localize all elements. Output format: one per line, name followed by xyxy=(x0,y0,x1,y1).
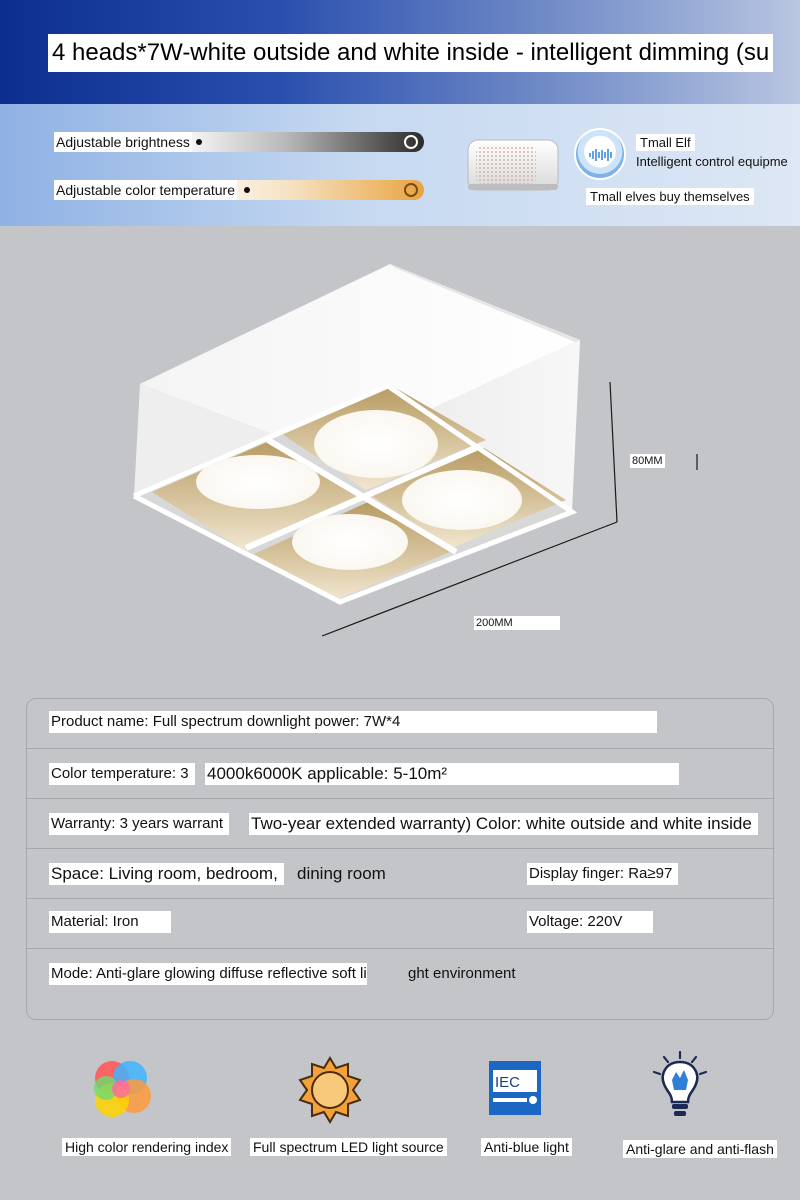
feature-label: High color rendering index xyxy=(62,1138,231,1156)
feature-label: Anti-blue light xyxy=(481,1138,572,1156)
header-banner xyxy=(0,0,800,104)
tmall-elf-description: Intelligent control equipme xyxy=(636,154,788,169)
color-wheel-icon xyxy=(88,1056,154,1122)
spec-space: Space: Living room, bedroom, xyxy=(49,863,284,885)
spec-material: Material: Iron xyxy=(49,911,171,933)
hand-bulb-icon xyxy=(650,1050,710,1122)
spec-row xyxy=(27,949,773,1017)
tmall-elf-purchase-note: Tmall elves buy themselves xyxy=(586,188,754,205)
brightness-knob-icon xyxy=(404,135,418,149)
spec-table xyxy=(26,698,774,1020)
spec-warranty: Warranty: 3 years warrant xyxy=(49,813,229,835)
feature-label: Anti-glare and anti-flash xyxy=(623,1140,777,1158)
sun-icon xyxy=(296,1056,364,1124)
spec-warranty-color: Two-year extended warranty) Color: white outside and white inside xyxy=(249,813,758,835)
spec-space-extra: dining room xyxy=(297,864,386,883)
spec-row xyxy=(27,699,773,749)
brightness-dot-icon xyxy=(196,139,202,145)
spec-display-finger: Display finger: Ra≥97 xyxy=(527,863,678,885)
iec-label: IEC xyxy=(495,1074,521,1091)
brightness-slider xyxy=(54,132,424,154)
tmall-elf-name: Tmall Elf xyxy=(636,134,695,151)
color-temp-dot-icon xyxy=(244,187,250,193)
spec-mode: Mode: Anti-glare glowing diffuse reflective soft li xyxy=(49,963,367,985)
page-title: 4 heads*7W-white outside and white inside - intelligent dimming (su xyxy=(48,34,773,72)
product-illustration xyxy=(0,226,800,696)
spec-mode-extra: ght environment xyxy=(408,965,516,982)
spec-product-name: Product name: Full spectrum downlight power: 7W*4 xyxy=(49,711,657,733)
brightness-label: Adjustable brightness xyxy=(56,134,190,150)
height-dimension-label: 80MM xyxy=(632,455,663,467)
spec-row xyxy=(27,849,773,899)
iec-certificate-icon xyxy=(488,1060,542,1116)
tmall-elf-logo-icon xyxy=(574,128,626,180)
control-strip xyxy=(0,104,800,226)
color-temp-knob-icon xyxy=(404,183,418,197)
feature-label: Full spectrum LED light source xyxy=(250,1138,447,1156)
smart-speaker-icon xyxy=(466,134,560,194)
spec-row xyxy=(27,749,773,799)
color-temp-label: Adjustable color temperature xyxy=(56,182,235,198)
width-dimension-label: 200MM xyxy=(474,616,560,630)
spec-row xyxy=(27,899,773,949)
spec-voltage: Voltage: 220V xyxy=(527,911,653,933)
spec-row xyxy=(27,799,773,849)
downlight-image xyxy=(0,226,800,696)
spec-color-temperature-range: 4000k6000K applicable: 5-10m² xyxy=(205,763,679,785)
color-temp-slider xyxy=(54,180,424,202)
brightness-track xyxy=(174,132,424,152)
spec-color-temperature: Color temperature: 3 xyxy=(49,763,195,785)
